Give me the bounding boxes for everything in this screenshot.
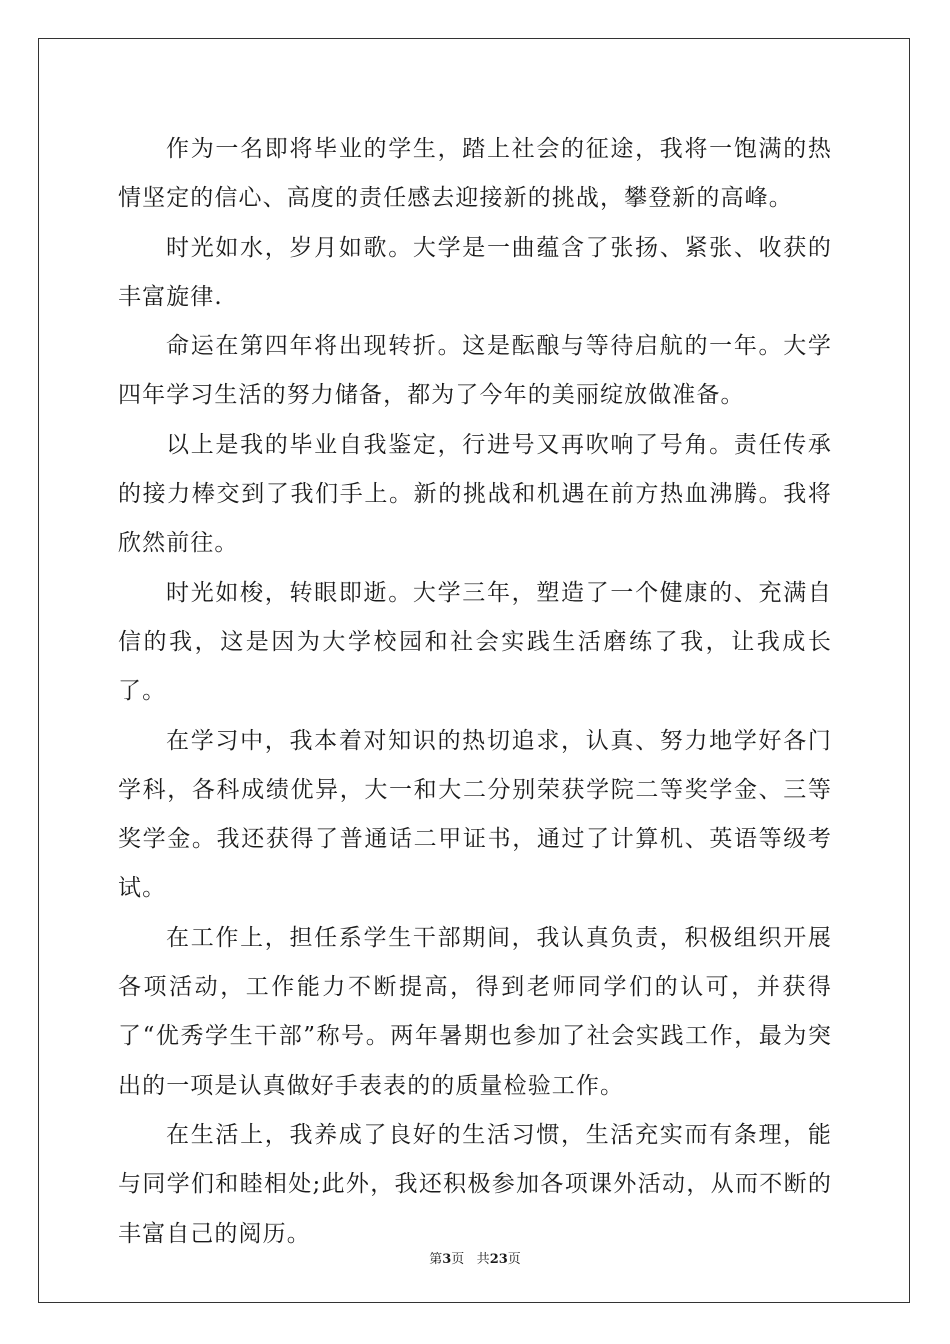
page-footer bbox=[0, 1248, 950, 1267]
paragraph-6: 在学习中，我本着对知识的热切追求，认真、努力地学好各门学科，各科成绩优异，大一和大二分别荣获学院二等奖学金、三等奖学金。我还获得了普通话二甲证书，通过了计算机、英语等级考试。 bbox=[118, 727, 832, 902]
paragraph-2: 时光如水，岁月如歌。大学是一曲蕴含了张扬、紧张、收获的丰富旋律. bbox=[118, 234, 832, 310]
total-prefix: 共 bbox=[476, 1252, 490, 1267]
paragraph-1: 作为一名即将毕业的学生，踏上社会的征途，我将一饱满的热情坚定的信心、高度的责任感去迎接新的挑战，攀登新的高峰。 bbox=[118, 136, 832, 212]
paragraph-3: 命运在第四年将出现转折。这是酝酿与等待启航的一年。大学四年学习生活的努力储备，都为了今年的美丽绽放做准备。 bbox=[118, 333, 832, 409]
paragraph-8: 在生活上，我养成了良好的生活习惯，生活充实而有条理，能与同学们和睦相处;此外，我还积极参加各项课外活动，从而不断的丰富自己的阅历。 bbox=[118, 1121, 832, 1247]
page-number: 3 bbox=[442, 1252, 452, 1267]
paragraph-7: 在工作上，担任系学生干部期间，我认真负责，积极组织开展各项活动，工作能力不断提高，得到老师同学们的认可，并获得了“优秀学生干部”称号。两年暑期也参加了社会实践工作，最为突出的一项是认真做好手表表的的质量检验工作。 bbox=[118, 924, 832, 1099]
document-body bbox=[118, 125, 832, 1259]
paragraph-4: 以上是我的毕业自我鉴定，行进号又再吹响了号角。责任传承的接力棒交到了我们手上。新的挑战和机遇在前方热血沸腾。我将欣然前往。 bbox=[118, 431, 832, 557]
paragraph-5: 时光如梭，转眼即逝。大学三年，塑造了一个健康的、充满自信的我，这是因为大学校园和社会实践生活磨练了我，让我成长了。 bbox=[118, 579, 832, 705]
page-suffix: 页 bbox=[451, 1252, 465, 1267]
total-suffix: 页 bbox=[507, 1252, 521, 1267]
page-prefix: 第 bbox=[429, 1252, 443, 1267]
total-pages: 23 bbox=[489, 1252, 508, 1267]
